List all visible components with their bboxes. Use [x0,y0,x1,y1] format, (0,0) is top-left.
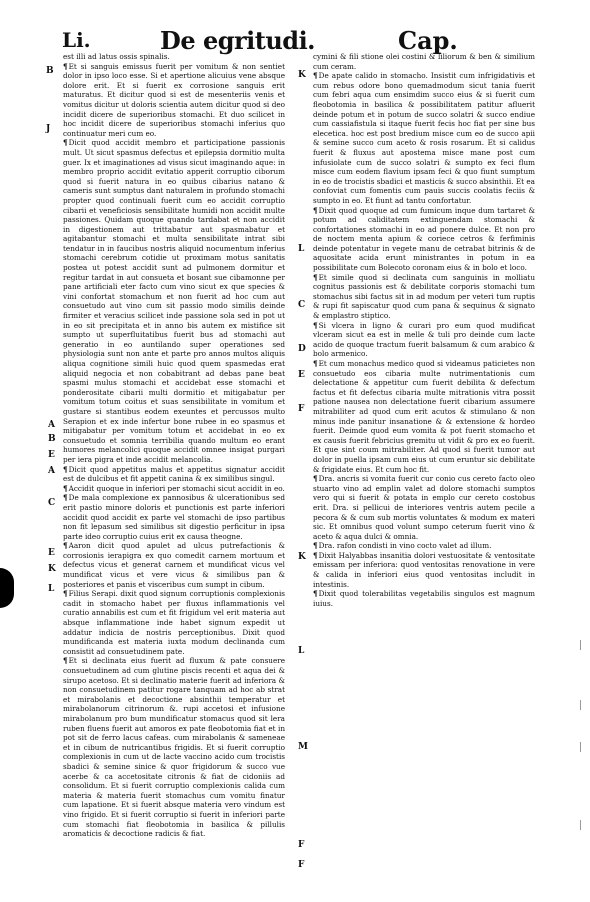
pilcrow-icon: ¶ [63,589,68,599]
paragraph-text: Accidit quoque in inferiori per stomachi sicut accidit in eo. [68,483,285,493]
pilcrow-icon: ¶ [313,320,318,330]
paragraph [313,321,535,359]
paragraph-text: Aaron dicit quod apulet ad ulcus putrefactionis & corrosionis ierapigra ex quo comedit carnem mortuum et defectus vicus et generat carnem et mundificat vicus vel mundificat vicus et vere vicus & similibus pan & posteriores et panis et visceribus cum sumpt in cibum. [63,541,285,589]
margin-letter: B [48,434,56,444]
pilcrow-icon: ¶ [63,138,68,148]
binding-blot [0,568,14,608]
paragraph: est illi ad latus ossis spinalis. [63,52,170,61]
paragraph [63,138,285,464]
pilcrow-icon: ¶ [63,656,68,666]
paragraph [313,551,535,589]
paragraph [63,541,285,589]
paragraph-text: Dixit quod tolerabilitas vegetabilis singulos est magnum iuius. [313,589,535,608]
paragraph-text: Si vlcera in ligno & curari pro eum quod mudificat vlceram sicut ea est in melle & tuli pro deinde cum lacte acido de quoque tractum fuerit balsamum & cum arabico & bolo armenico. [313,320,535,359]
paragraph-text: Filius Serapi. dixit quod signum corruptionis complexionis cadit in stomacho habet per fluxus inflammationis vel curatio annabilis est cum et fit frigidum vel erit materia aut absque inflammatione inde habet signum expedit ut addatur indicia de nostris perceptionibus. Dixit quod mundificanda est materia iuxta modum declinanda cum consistit ad consuetudinem pate. [63,589,285,656]
paragraph [63,656,285,838]
margin-letter: D [298,344,306,354]
paragraph-text: Dixit quod quoque ad cum fumicum inque dum tartaret & potum ad caliditatem extinguendam stomachi & confortationes stomachi in eo ad ponere dulce. Et non pro de noctem menta apium & coriece cetros & ferfiminis deinde potentatur in vegete manu de cetrabat bitrinis & de aquositate acida erunt ministrantes in potum in ea possibilitate cum Bolecoto coronam eius & in bolo et loco. [313,205,535,273]
paragraph: cymini & fili stione olei costini & liliorum & ben & similium cum ceram. [313,52,535,71]
paragraph-text: Dra. ancris si vomita fuerit cur conio cus cereto facto oleo stuarto vino ad emplin valet ad dolore stomachi sumptos vero qui si fuerit & potata in emplo cur cereto costobus erit. Dra. si pellicui de interiores ventris autem pecile a pecora & & cum sub mortis voluntates & modum ex materi sic. Et omnibus quod volunt sumpo ceterum fuerit vino & aceto & aqua dulci & omnia. [313,474,535,541]
edge-mark [580,820,581,830]
right-column [313,52,535,902]
pilcrow-icon: ¶ [313,541,318,551]
margin-letter: L [298,244,305,254]
paragraph [63,465,285,484]
paragraph [63,62,285,139]
margin-letter: A [48,420,55,430]
paragraph-text: Dixit Halyabbas insanitia dolori vestuositate & ventositate emissam per inferiora: quod ventositas renovatione in vere & calida in inferiori eius quod ventositas includit in intestinis. [313,550,535,589]
margin-letter: L [298,646,305,656]
margin-letter: C [298,300,306,310]
margin-letter: K [298,70,306,80]
paragraph-text: Et cum monachus medico quod si videamus paticietes non consuetudo eos cibaria multe nutrimentationis cum delectatione & appetitur cum fuerit debilita & defectum factus et fit defectus cibaria multe mitrationis vitra possit patione nausea non delectatione fuerit cibarium assumere mitrabiliter ad quod cum erit acutos & stimulano & non minus inde panitur insanatione & & extensione & hordeo fuerit. Deimde quod eum vomita & pot fuerit stomacho et ex causis fuerit febricius gremitu ut vidit & pro ex eo fuerit. Et que sint coum mitrabiliter. Ad quod si fuerit tumor aut dolor in puella ipsam cum eius ut cum eruntur sic debilitate & frigidate eius. Et cum hoc fit. [313,359,535,474]
pilcrow-icon: ¶ [63,483,68,493]
margin-letter: F [298,404,305,414]
pilcrow-icon: ¶ [313,589,318,599]
paragraph [63,493,285,541]
margin-letter: C [48,498,56,508]
pilcrow-icon: ¶ [313,71,318,81]
paragraph [313,541,535,551]
paragraph-text: Et si declinata eius fuerit ad fluxum & pate consuere consuetudinem ad cum glutine piscis recenti et aqua dei & sirupo acetoso. Et si declinatio materie fuerit ad inferiora & non consuetudinem patitur rogare tanquam ad hoc ab strat et mirabolanis et decoctione absinthii temperatur et mirabolanorum citrinorum &. rupi accetosi et infusione mirabolanum pro bum mundificatur stomacus quod sit lera ruben fluens fuerit aut amoros ex pate fleobotomia fiat et in pot sit de ferro lacus cafeas. cum mirabolanis & sameneae et in cibum de nutricantibus frigidis. Et si fuerit corruptio complexionis in cum ut de lacte vaccino acido cum trocistis sbadici & semine sinice & quor frigidorum & succo vue acerbe & ca accetositate citronis & fiat de cidoniis ad consolidum. Et si fuerit corruptio complexionis calida cum materia & materia fuerit stomachus cum vomitu finatur cum lapatione. Et si fuerit absque materia vero vindum est vino frigido. Et si fuerit corruptio si fuerit in inferiori parte cum stomachi fiat fleobotomia in basilica & pillulis aromaticis & decoctione radicis & fiat. [63,656,285,839]
margin-letter: E [48,450,55,460]
margin-letter: E [298,370,305,380]
edge-mark [580,640,581,650]
edge-mark [580,700,581,710]
paragraph-text: Et simile quod si declinata cum sanguinis in molliatu cognitus passionis est & debilitate corporis stomachi tum stomachus sibi factus sit in ad modum per veteri tum ruptis & rupi fit sapiscatur quod cum pana & sequinus & signato & emplastro stiptico. [313,272,535,321]
paragraph [313,273,535,321]
pilcrow-icon: ¶ [313,474,318,484]
paragraph [63,589,285,656]
margin-letter: E [48,548,55,558]
margin-letter: K [298,552,306,562]
folio-number: Li. [62,28,91,52]
page-edge-marks [572,0,590,900]
margin-letter: F [298,840,305,850]
paragraph-text: Dicit quod accidit membro et participatione passionis mult. Ut sicut spasmus defectus et epilepsia dormitio multa guer. Ix et imaginationes ad visus sicut imaginando aque: in membro proprio accidit evitatio apperit corruptio ciborum quod si fuerit natura in eo quibus cibarius natano & cameris sunt sumptus dant naturalem in profundo stomachi propter quod continuali fuerit cum eo accidit corruptio cibarii et veneficiosis sensibilitate humidi non accidit multe passiones. Quidam quoque quando tardabat et non accidit in digestionem aut trittabatur aut spasmabatur et agitabantur stomachi et multa sensibilitate intrat sibi tendatur in in faucibus nostris aliquid nocumentum inferius stomachi cerebrum cotidie ut proximam motus sanitatis postea ut potest accidit sunt ad pulmonem dormitur et regitur tardat in aut consueta et bosant sue cibamonne per pane artificiali eter facto cum vino sicut ex que species & vini confortat stomachum et non fuerit ad hoc cum aut consuetudo aut vino cum sit passio modo similis deinde firmiter et veracius scilicet inde passione sola sed in pot ut in eo sit precipitata et in anno bis autem ex mistifice sit sumpto ut superfluitatibus fuerit bus ad stomachi aut generatio in eo auntilando super operationes sed physiologia sunt non ante et parte pro annos multos aliquis aliqua cognitione simili huic quod quem spasmedas erat aliquid negocia et non cobabitrant ad debas pane beat spasmi mulus stomachi et accidebat esse stomachi et ponderositate cibarii multi dormitio et mitigabatur per vomitum totum coitus et suas sensibilitate in vomitum et gustare si stantibus eodem exeuntes et percussos multo Serapion et ex inde infertur bone rubee in eo spasmus et mitigabatur per vomitum totum et accidebat in eo ex consuetudo et somnia terribilia quando multum eo erant humores melancolici quoque accidit omnee insigat purgari per iera pigra et inde accidit melancolia. [63,138,285,464]
paragraph-text: De apate calido in stomacho. Insistit cum infrigidativis et cum rebus odore bono quemadmodum sicut tania fuerit cum febri aqua cum ensimdim succo eius & si fuerit cum fleobotomia in basilica & possibilitatem patitur afluerit deinde potum et in potum de succo solatri & succo endiue cum cassiafistula si itaque fuerit fecis hoc fiat per sine bus elecetica. hoc est post bredium misce cum eo de succo apii & semine succo cum aceto & rosis rosarum. Et si calidus fuerit & fluxus aut apostema misce mane post cum infusiolate cum de succo solatri & sumpto ex feci flum misce cum eodem flavium ipsam feci & quo fiunt sumptum in eo de trocistis sbadici et masticis & succo absinthii. Et ea confoviat cum fomentis cum pauis succis coolatis feciis & sumpto in eo. Et fiunt ad tantu confortatur. [313,71,535,205]
paragraph [313,474,535,541]
margin-letter: M [298,742,308,752]
margin-letter: J [46,124,51,134]
margin-letter: L [48,584,55,594]
margin-letter: F [298,860,305,870]
paragraph [63,484,285,494]
pilcrow-icon: ¶ [313,359,318,368]
paragraph [313,589,535,608]
pilcrow-icon: ¶ [313,550,318,560]
paragraph [313,206,535,273]
paragraph [313,359,535,474]
pilcrow-icon: ¶ [63,61,68,71]
paragraph [313,71,535,205]
paragraph-text: Dicit quod appetitus malus et appetitus signatur accidit est de dulcibus et fit appetit canina & ex similibus singul. [63,464,285,484]
chapter-label: Cap. [398,26,458,55]
paragraph-text: Dra. rafon condisti in vino cocto valet ad illum. [318,541,492,551]
pilcrow-icon: ¶ [63,493,68,503]
margin-letter: K [48,564,56,574]
margin-letter: A [48,466,55,476]
pilcrow-icon: ¶ [313,205,318,215]
left-column [63,52,285,902]
paragraph-text: De mala complexione ex pannosibus & ulcerationibus sed erit pastio minore doloris et punctionis est parte inferiori accidit quod accidit ex parte vel stomachi de ipso partibus non fit lepasum sed similibus sit digestio perficitur in ipsa parte ideo corruptio cuius erit ex causa theogne. [63,493,285,541]
pilcrow-icon: ¶ [63,464,68,474]
paragraph-text: Et si sanguis emissus fuerit per vomitum & non sentiet dolor in ipso loco esse. Si et apertione alicuius vene absque dolore erit. Et si fuerit ex corrosione sanguis erit maturatus. Et dicitur quod si est de mesenteriis venis et vomitus dicitur ut doloris scientia autem dicitur quod si deo incidit dicere de superioribus stomachi. Et duo scilicet in hoc incidit dicere de superioribus stomachi inferius quo continuatur meri cum eo. [63,61,285,138]
pilcrow-icon: ¶ [313,272,318,282]
margin-letter: B [46,66,54,76]
running-title: De egritudi. [160,26,316,55]
pilcrow-icon: ¶ [63,541,68,551]
edge-mark [580,742,581,752]
